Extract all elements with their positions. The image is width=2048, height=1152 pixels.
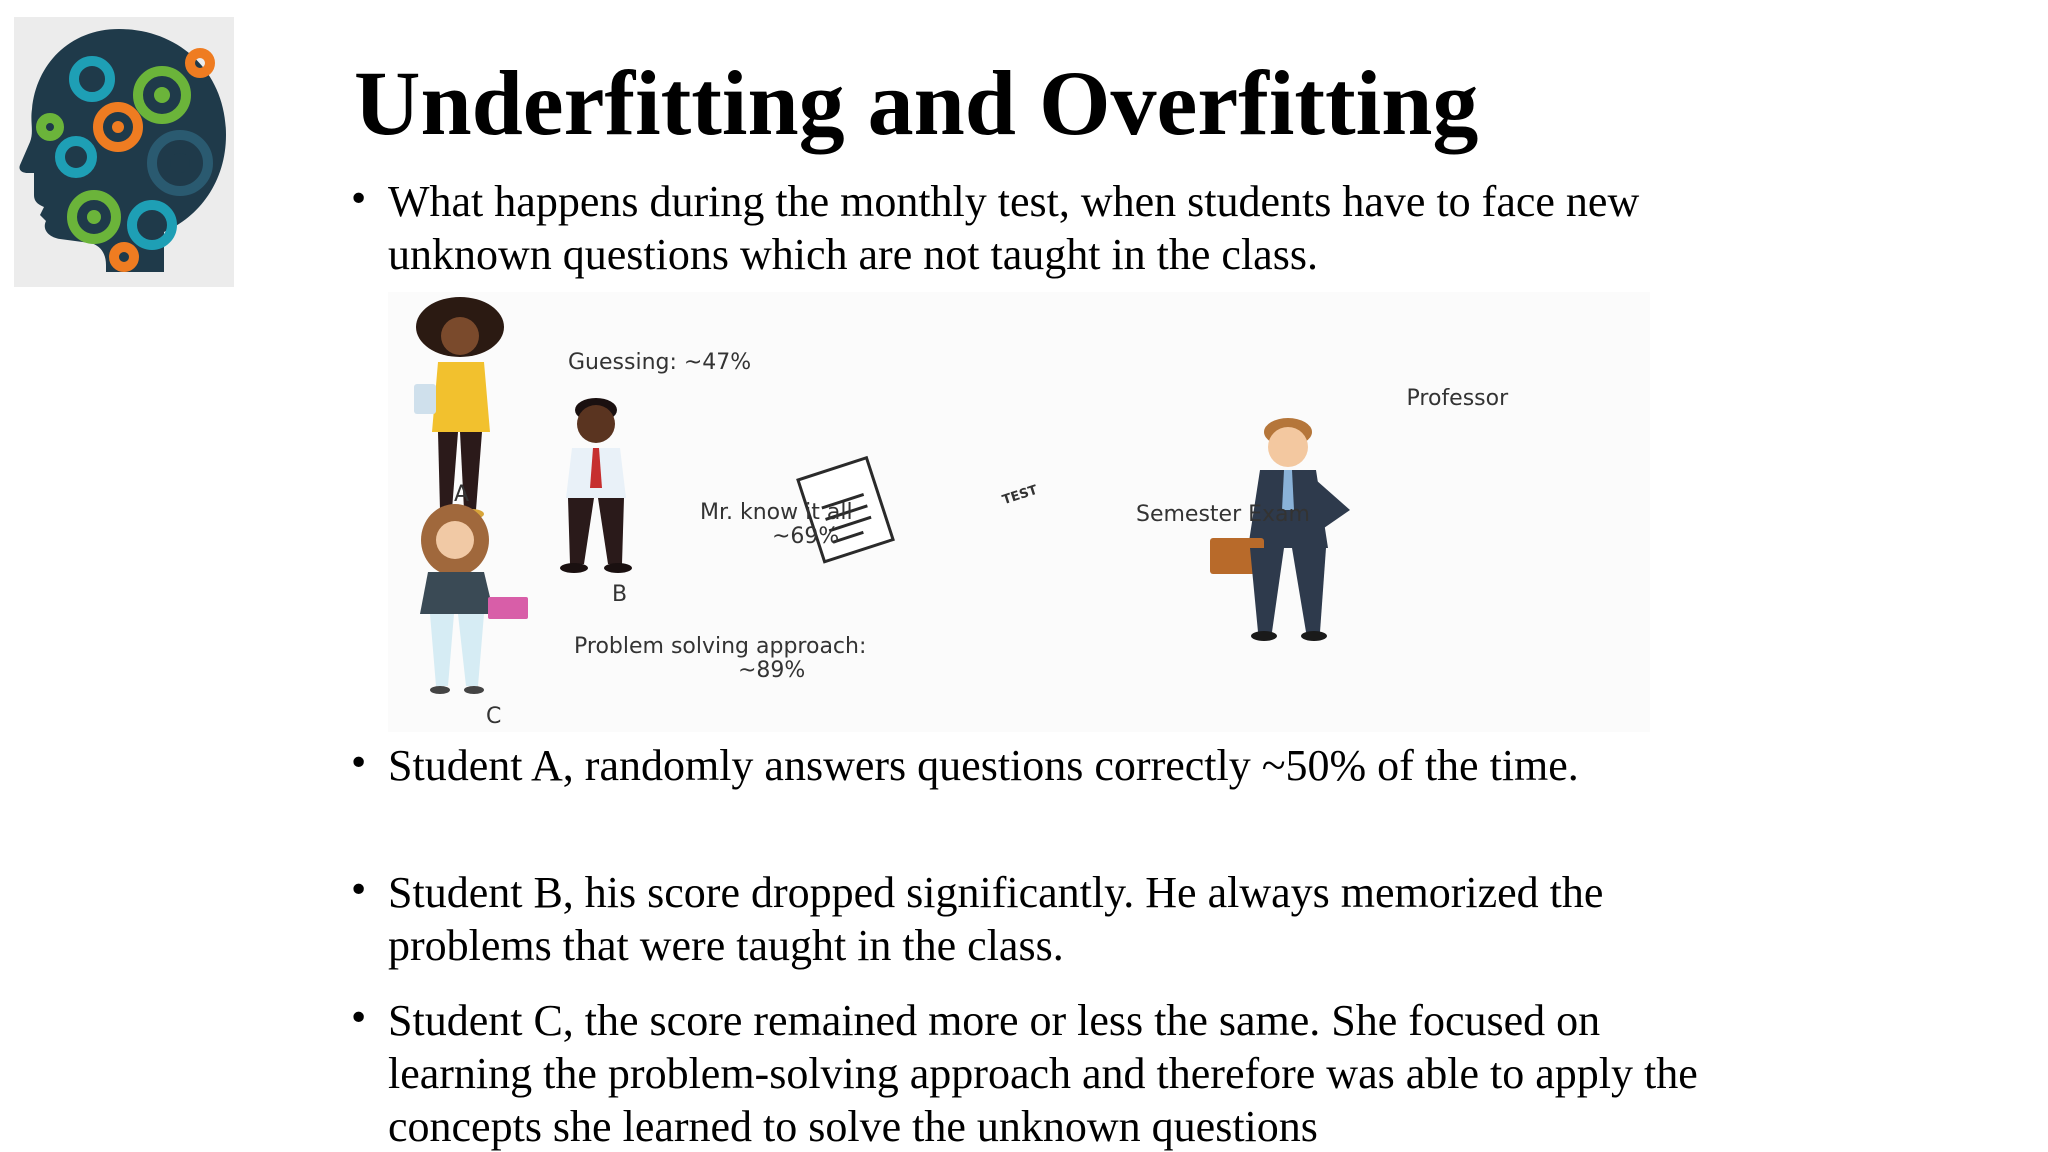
student-b-label: B [612,582,628,607]
student-c-figure [420,504,528,694]
guessing-label: Guessing: ~47% [568,350,752,375]
bullet-marker: • [348,743,370,784]
problem-solving-score: ~89% [738,658,806,683]
bullet-item [348,994,1718,1152]
know-it-all-label: Mr. know it all [700,500,853,525]
student-c-label: C [486,704,502,729]
know-it-all-score: ~69% [772,524,840,549]
students-exam-illustration [388,292,1650,732]
test-paper-label: TEST [1000,482,1040,509]
bullet-text: What happens during the monthly test, when students have to face new unknown questions which are not taught in the class. [388,177,1640,279]
gear-head-icon [14,17,234,287]
professor-figure [1210,418,1350,641]
bullet-marker: • [348,870,370,911]
professor-label: Professor [1406,386,1509,411]
student-a-label: A [454,482,470,507]
bullet-text: Student C, the score remained more or less the same. She focused on learning the problem-solving approach and therefore was able to apply the concepts she learned to solve the unknown questions [388,996,1698,1151]
problem-solving-label: Problem solving approach: [574,634,867,659]
bullet-text: Student B, his score dropped significantly. He always memorized the problems that were taught in the class. [388,868,1604,970]
bullet-text: Student A, randomly answers questions correctly ~50% of the time. [388,741,1579,790]
bullet-item [348,866,1718,972]
student-b-figure [560,398,632,573]
bullet-item [348,739,1718,792]
slide-title: Underfitting and Overfitting [354,52,1479,154]
semester-exam-label: Semester Exam [1136,502,1310,527]
bullet-marker: • [348,179,370,220]
bullet-marker: • [348,998,370,1039]
bullet-item [348,175,1718,281]
